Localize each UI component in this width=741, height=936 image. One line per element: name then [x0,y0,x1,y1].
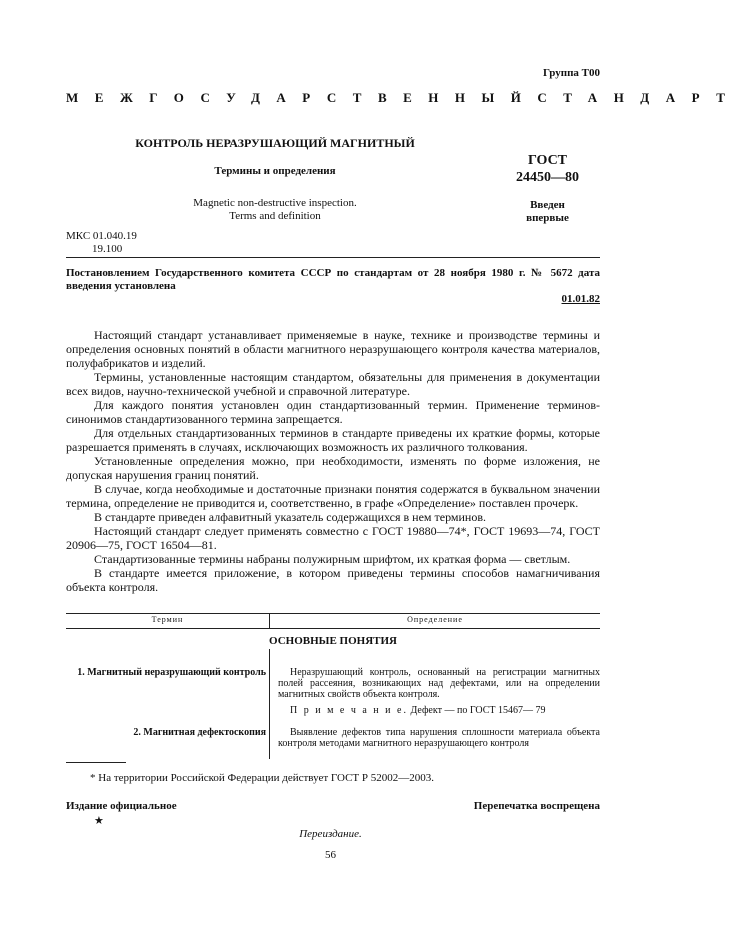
document-subtitle: Термины и определения [214,165,336,177]
english-title-line2: Terms and definition [229,210,321,222]
banner-word-standard: СТАНДАРТ [537,90,741,105]
definition-1-text: Неразрушающий контроль, основанный на регистрации магнитных полей рассеяния, возникающих над дефектами, или на определении магнитных свойств объекта контроля. [278,667,600,700]
note-text: Дефект — по ГОСТ 15467— 79 [410,705,546,716]
official-edition: Издание официальное [66,800,177,812]
document-title: КОНТРОЛЬ НЕРАЗРУШАЮЩИЙ МАГНИТНЫЙ [135,136,415,150]
term-1: 1. Магнитный неразрушающий контроль [77,667,266,678]
gost-label: ГОСТ [527,153,568,168]
banner-word-interstate: МЕЖГОСУДАРСТВЕННЫЙ [66,90,538,105]
term-2: 2. Магнитная дефектоскопия [133,727,266,738]
english-title-line1: Magnetic non-destructive inspection. [193,197,357,209]
paragraph: Для отдельных стандартизованных терминов в стандарте приведены их краткие формы, которые разрешается применять в случаях, исключающих возможность их различного толкования. [66,426,600,454]
paragraph: Установленные определения можно, при необходимости, изменять по форме изложения, не допуская нарушения границ понятий. [66,454,600,482]
introduced-line2: впервые [526,212,569,224]
group-code: Группа Т00 [542,67,600,79]
column-separator [269,649,270,759]
header-divider [66,257,600,258]
paragraph: Для каждого понятия установлен один стандартизованный термин. Применение терминов-синонимов стандартизованного термина запрещается. [66,398,600,426]
paragraph: В случае, когда необходимые и достаточные признаки понятия содержатся в буквальном значении термина, определение не приводится и, соответственно, в графе «Определение» поставлен прочерк. [66,482,600,510]
column-header-definition: Определение [407,615,463,624]
reprint-prohibited: Перепечатка воспрещена [473,800,600,812]
paragraph: В стандарте имеется приложение, в котором приведены термины способов намагничивания объекта контроля. [66,566,600,594]
introduction-date: 01.01.82 [561,293,600,305]
body-text [66,328,600,594]
footnote: * На территории Российской Федерации действует ГОСТ Р 52002—2003. [90,772,435,784]
paragraph: В стандарте приведен алфавитный указатель содержащихся в нем терминов. [94,510,486,524]
definition-2 [278,727,600,749]
introduced-first-time [500,199,595,225]
section-heading: ОСНОВНЫЕ ПОНЯТИЯ [269,635,397,647]
paragraph: Настоящий стандарт следует применять совместно с ГОСТ 19880—74*, ГОСТ 19693—74, ГОСТ 20906—75, ГОСТ 16504—81. [66,524,600,552]
paragraph: Стандартизованные термины набраны полужирным шрифтом, их краткая форма — светлым. [94,552,571,566]
footnote-divider [66,762,126,763]
table-header [66,613,600,629]
definition-2-text: Выявление дефектов типа нарушения сплошности материала объекта контроля методами магнитного неразрушающего контроля [278,727,600,749]
definition-1 [278,667,600,700]
mks-codes [66,230,137,256]
reissue-label: Переиздание. [299,828,362,840]
paragraph: Термины, установленные настоящим стандартом, обязательны для применения в документации всех видов, научно-технической учебной и справочной литературе. [66,370,600,398]
decree-text: Постановлением Государственного комитета СССР по стандартам от 28 ноября 1980 г. № 5672 дата введения установлена [66,267,600,292]
gost-number: 24450—80 [516,170,579,185]
note-label: П р и м е ч а н и е. [290,705,408,716]
column-header-term: Термин [151,615,184,624]
gost-designation [500,152,595,186]
terms-table [66,613,600,749]
note-1 [278,705,600,716]
star-icon: ★ [94,815,104,827]
english-title [120,197,430,223]
mks-line1: МКС 01.040.19 [66,230,137,242]
introduced-line1: Введен [530,199,565,211]
mks-line2: 19.100 [92,243,123,255]
paragraph: Настоящий стандарт устанавливает применяемые в науке, технике и производстве термины и определения основных понятий в области магнитного неразрушающего контроля качества материалов, полуфабрикатов и изделий. [66,328,600,370]
page-number: 56 [325,849,336,861]
interstate-standard-banner [66,90,741,106]
